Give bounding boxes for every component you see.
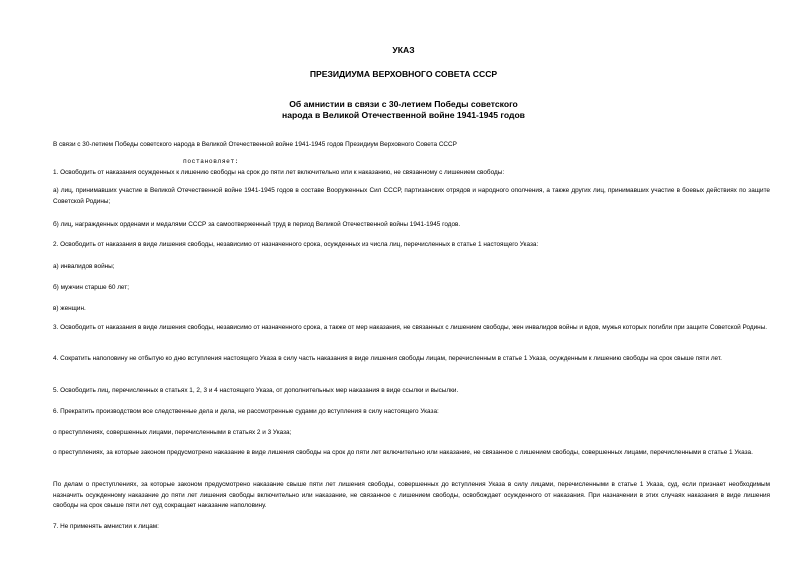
paragraph-6a: о преступлениях, совершенных лицами, перечисленными в статьях 2 и 3 Указа; (53, 429, 292, 436)
paragraph-1b: б) лиц, награжденных орденами и медалями СССР за самоотверженный труд в период Великой Отечественной войны 1941-1945 годов. (53, 221, 461, 228)
decree-word: постановляет: (183, 158, 240, 165)
paragraph-6: 6. Прекратить производством все следственные дела и дела, не рассмотренные судами до вступления в силу настоящего Указа: (53, 408, 439, 415)
document-subject-line-1: Об амнистии в связи с 30-летием Победы советского (289, 99, 518, 109)
paragraph-6b: о преступлениях, за которые законом предусмотрено наказание в виде лишения свободы на срок до пяти лет включительно или наказание, не связанное с лишением свободы, совершенных лицами, перечисленными в статье 1 Указа. (53, 449, 753, 456)
document-subject-line-2: народа в Великой Отечественной войне 1941-1945 годов (282, 110, 525, 120)
paragraph-2: 2. Освободить от наказания в виде лишения свободы, независимо от назначенного срока, осужденных из числа лиц, перечисленных в статье 1 настоящего Указа: (53, 241, 539, 248)
preamble: В связи с 30-летием Победы советского народа в Великой Отечественной войне 1941-1945 годов Президиум Верховного Совета СССР (53, 141, 457, 148)
paragraph-2b: б) мужчин старше 60 лет; (53, 284, 129, 291)
paragraph-4: 4. Сократить наполовину не отбытую ко дню вступления настоящего Указа в силу часть наказания в виде лишения свободы лицам, перечисленным в статье 1 Указа, осужденным к лишению свободы на срок свыше пяти лет. (53, 355, 722, 362)
paragraph-1a: а) лиц, принимавших участие в Великой Отечественной войне 1941-1945 годов в составе Вооруженных Сил СССР, партизанских отрядов и народного ополчения, а также других лиц, принимавших участие в боевых действиях по защите Советской Родины; (53, 187, 770, 205)
document-title: УКАЗ (392, 45, 415, 55)
paragraph-6-note: По делам о преступлениях, за которые законом предусмотрено наказание свыше пяти лет лишения свободы, совершенных до вступления Указа в силу лицами, перечисленными в статье 1 Указа, суд, если признает необходимым назначить осужденному наказание до пяти лет лишения свободы включительно или наказание, не связанное с лишением свободы, освобождает осужденного от наказания. При назначении в этих случаях наказания в виде лишения свободы на срок свыше пяти лет суд сокращает наказание наполовину. (53, 481, 770, 509)
paragraph-2a: а) инвалидов войны; (53, 263, 115, 270)
document-issuer: ПРЕЗИДИУМА ВЕРХОВНОГО СОВЕТА СССР (309, 69, 498, 79)
paragraph-5: 5. Освободить лиц, перечисленных в статьях 1, 2, 3 и 4 настоящего Указа, от дополнительных мер наказания в виде ссылки и высылки. (53, 387, 459, 394)
paragraph-2c: в) женщин. (53, 305, 86, 312)
paragraph-3: 3. Освободить от наказания в виде лишения свободы, независимо от назначенного срока, а также от мер наказания, не связанных с лишением свободы, жен инвалидов войны и вдов, мужья которых погибли при защите Советской Родины. (53, 324, 768, 331)
paragraph-7: 7. Не применять амнистии к лицам: (53, 523, 159, 530)
paragraph-1: 1. Освободить от наказания осужденных к лишению свободы на срок до пяти лет включительно или к наказанию, не связанному с лишением свободы: (53, 169, 505, 176)
